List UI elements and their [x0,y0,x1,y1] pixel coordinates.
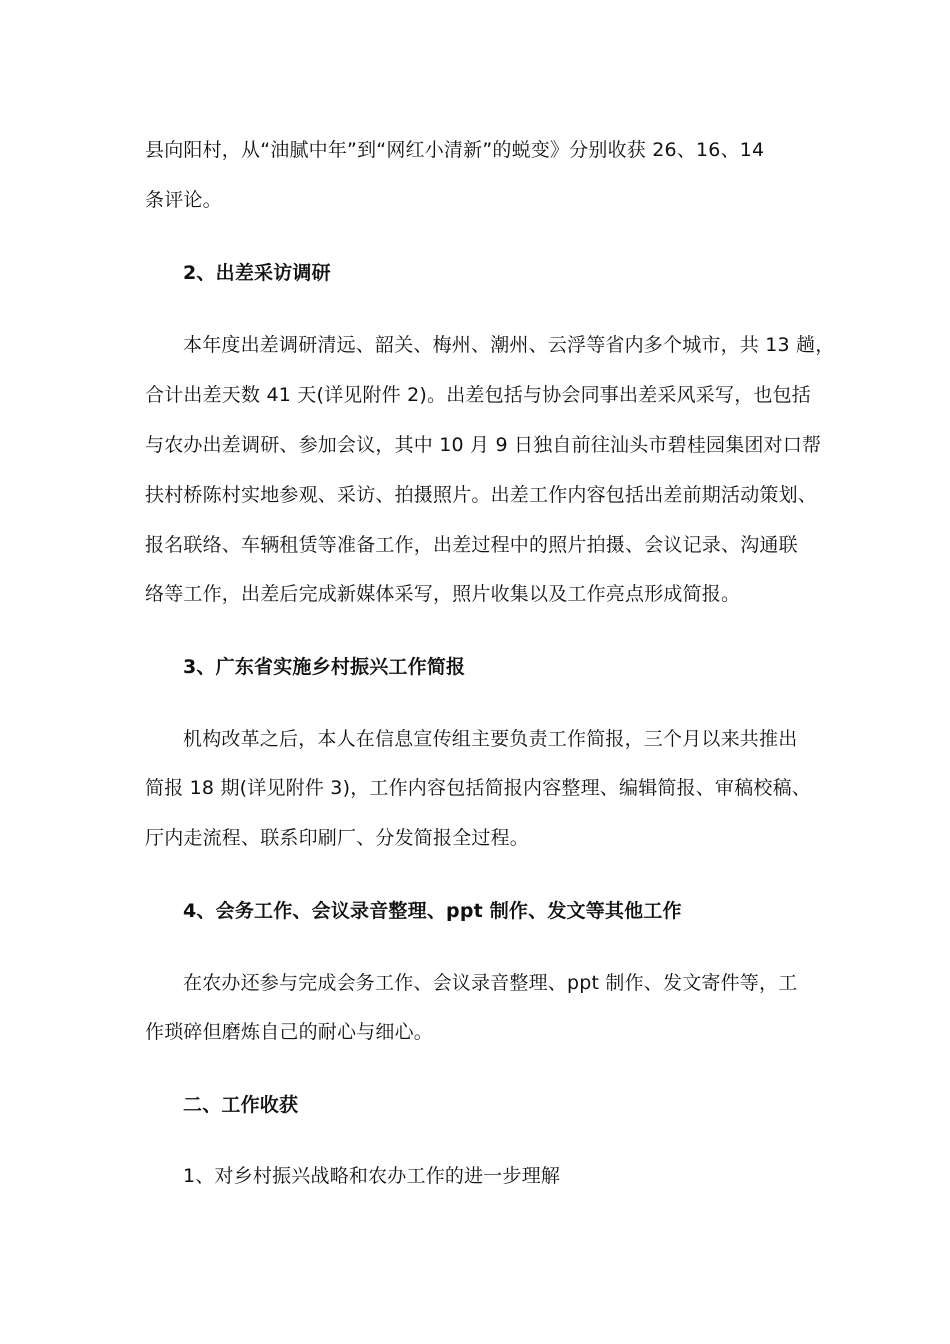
paragraph-line: 厅内走流程、联系印刷厂、分发简报全过程。 [145,827,530,849]
paragraph-line: 与农办出差调研、参加会议，其中 10 月 9 日独自前往汕头市碧桂园集团对口帮 [145,434,822,456]
paragraph-line: 作琐碎但磨炼自己的耐心与细心。 [145,1021,434,1043]
paragraph-line: 简报 18 期(详见附件 3)，工作内容包括简报内容整理、编辑简报、审稿校稿、 [145,777,812,799]
paragraph-line: 报名联络、车辆租赁等准备工作，出差过程中的照片拍摄、会议记录、沟通联 [145,534,798,556]
paragraph-line: 条评论。 [145,189,222,211]
subheading: 1、对乡村振兴战略和农办工作的进一步理解 [183,1165,561,1187]
paragraph-line: 县向阳村，从“油腻中年”到“网红小清新”的蜕变》分别收获 26、16、14 [145,139,765,161]
section-heading: 3、广东省实施乡村振兴工作简报 [183,656,466,678]
paragraph-line: 扶村桥陈村实地参观、采访、拍摄照片。出差工作内容包括出差前期活动策划、 [145,484,818,506]
paragraph-line: 机构改革之后，本人在信息宣传组主要负责工作简报，三个月以来共推出 [183,728,798,750]
paragraph-line: 合计出差天数 41 天(详见附件 2)。出差包括与协会同事出差采风采写，也包括 [145,384,812,406]
section-heading: 4、会务工作、会议录音整理、ppt 制作、发文等其他工作 [183,900,682,922]
paragraph-line: 络等工作，出差后完成新媒体采写，照片收集以及工作亮点形成简报。 [145,583,741,605]
section-heading: 2、出差采访调研 [183,262,331,284]
paragraph-line: 在农办还参与完成会务工作、会议录音整理、ppt 制作、发文寄件等，工 [183,972,798,994]
chapter-heading: 二、工作收获 [183,1094,299,1116]
paragraph-line: 本年度出差调研清远、韶关、梅州、潮州、云浮等省内多个城市，共 13 趟， [183,334,835,356]
